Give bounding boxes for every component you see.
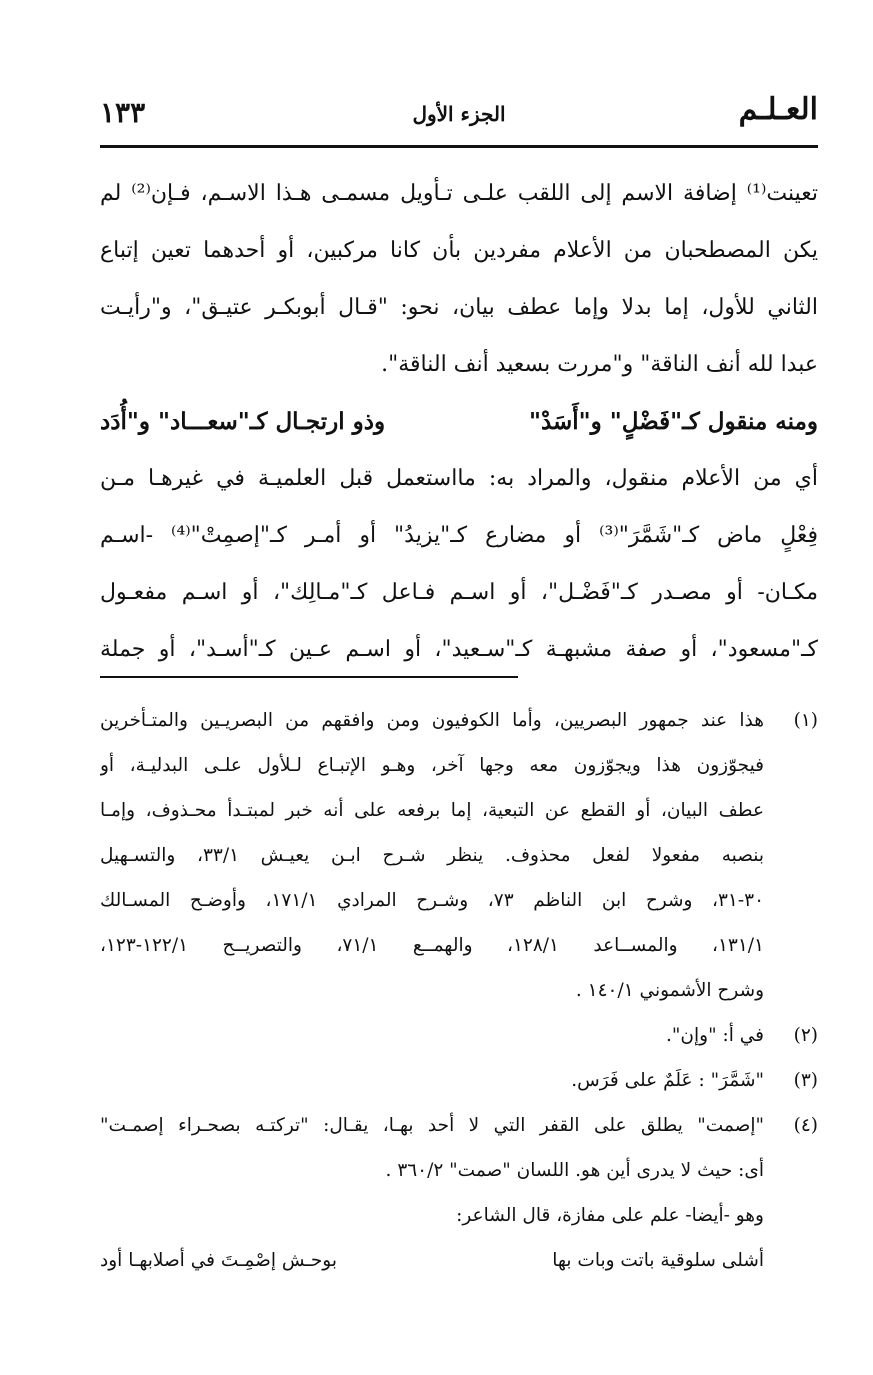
poem-verse bbox=[100, 393, 818, 450]
verse-second-hemistich: وذو ارتجـال كـ"سعـــاد" و"أُدَد bbox=[100, 408, 386, 435]
text-line: عبدا لله أنف الناقة" و"مررت بسعيد أنف الناقة". bbox=[381, 352, 818, 377]
footnote-divider bbox=[100, 676, 518, 678]
footnotes bbox=[100, 698, 818, 1283]
verse-second-hemistich: بوحـش إصْمِـتَ في أصلابهـا أود bbox=[100, 1250, 337, 1271]
footnote-line: أى: حيث لا يدرى أين هو. اللسان "صمت" ٣٦٠/٢ . bbox=[385, 1160, 764, 1181]
text-line: يكن المصطحبان من الأعلام مفردين بأن كانا مركبين، أو أحدهما تعين إتباع bbox=[100, 238, 818, 263]
text-line: الثاني للأول، إما بدلا وإما عطف بيان، نحو: "قـال أبوبكـر عتيـق"، و"رأيـت bbox=[100, 295, 818, 320]
part-label: الجزء الأول bbox=[412, 102, 506, 126]
verse-first-hemistich: أشلى سلوقية باتت وبات بها bbox=[552, 1250, 764, 1271]
footnote-line: وهو -أيضا- علم على مفازة، قال الشاعر: bbox=[456, 1205, 764, 1226]
footnote bbox=[100, 1058, 818, 1103]
chapter-title: العـلـم bbox=[738, 92, 818, 127]
footnote bbox=[100, 1013, 818, 1058]
text-line: فِعْلٍ ماض كـ"شَمَّرَ"⁽³⁾ أو مضارع كـ"يزيدُ" أو أمـر كـ"إصمِتْ"⁽⁴⁾ -اسـم bbox=[100, 523, 818, 548]
footnote-line: هذا عند جمهور البصريين، وأما الكوفيون ومن وافقهم من البصريـين والمتـأخرين bbox=[100, 710, 764, 731]
main-text bbox=[100, 165, 818, 678]
text-line: كـ"مسعود"، أو صفة مشبهـة كـ"سـعيد"، أو اسـم عـين كـ"أسـد"، أو جملة bbox=[100, 637, 818, 662]
footnote-line: عطف البيان، أو القطع عن التبعية، إما برفعه على أنه خبر لمبتـدأ محـذوف، وإمـا bbox=[100, 800, 764, 821]
verse-first-hemistich: ومنه منقول كـ"فَضْلٍ" و"أَسَدْ" bbox=[528, 408, 818, 435]
page-number: ١٣٣ bbox=[100, 96, 146, 129]
footnote-line: فيجوّزون هذا ويجوّزون معه وجها آخر، وهـو الإتبـاع لـلأول علـى البدليـة، أو bbox=[100, 755, 764, 776]
header-divider bbox=[100, 145, 818, 148]
footnote-line: "إصمت" يطلق على القفر التي لا أحد بهـا، يقـال: "تركتـه بصحـراء إصمـت" bbox=[100, 1115, 764, 1136]
text-line: تعينت⁽¹⁾ إضافة الاسم إلى اللقب علـى تـأويل مسمـى هـذا الاسـم، فـإن⁽²⁾ لم bbox=[100, 181, 818, 206]
text-line: مكـان- أو مصـدر كـ"فَضْـل"، أو اسـم فـاعل كـ"مـالِك"، أو اسـم مفعـول bbox=[100, 580, 818, 605]
footnote bbox=[100, 698, 818, 1013]
footnote-line: وشرح الأشموني ١٤٠/١ . bbox=[575, 980, 764, 1001]
footnote-poem-verse bbox=[100, 1238, 764, 1283]
text-line: أي من الأعلام منقول، والمراد به: مااستعمل قبل العلميـة في غيرهـا مـن bbox=[100, 466, 818, 491]
footnote-line: بنصبه مفعولا لفعل محذوف. ينظر شـرح ابـن يعيـش ٣٣/١، والتسـهيل bbox=[100, 845, 764, 866]
footnote-line: ١٣١/١، والمســاعد ١٢٨/١، والهمــع ٧١/١، والتصريــح ١٢٢/١-١٢٣، bbox=[100, 935, 764, 956]
footnote-line: "شَمَّرَ" : عَلَمٌ على فَرَس. bbox=[571, 1070, 764, 1091]
running-header bbox=[100, 92, 818, 138]
footnote bbox=[100, 1103, 818, 1283]
footnote-number: (٣) bbox=[793, 1070, 818, 1091]
footnote-line: في أ: "وإن". bbox=[666, 1025, 764, 1046]
footnote-number: (٤) bbox=[793, 1115, 818, 1136]
footnote-number: (٢) bbox=[793, 1025, 818, 1046]
footnote-number: (١) bbox=[793, 710, 818, 731]
footnote-line: ٣٠-٣١، وشرح ابن الناظم ٧٣، وشـرح المرادي ١٧١/١، وأوضـح المسـالك bbox=[100, 890, 764, 911]
